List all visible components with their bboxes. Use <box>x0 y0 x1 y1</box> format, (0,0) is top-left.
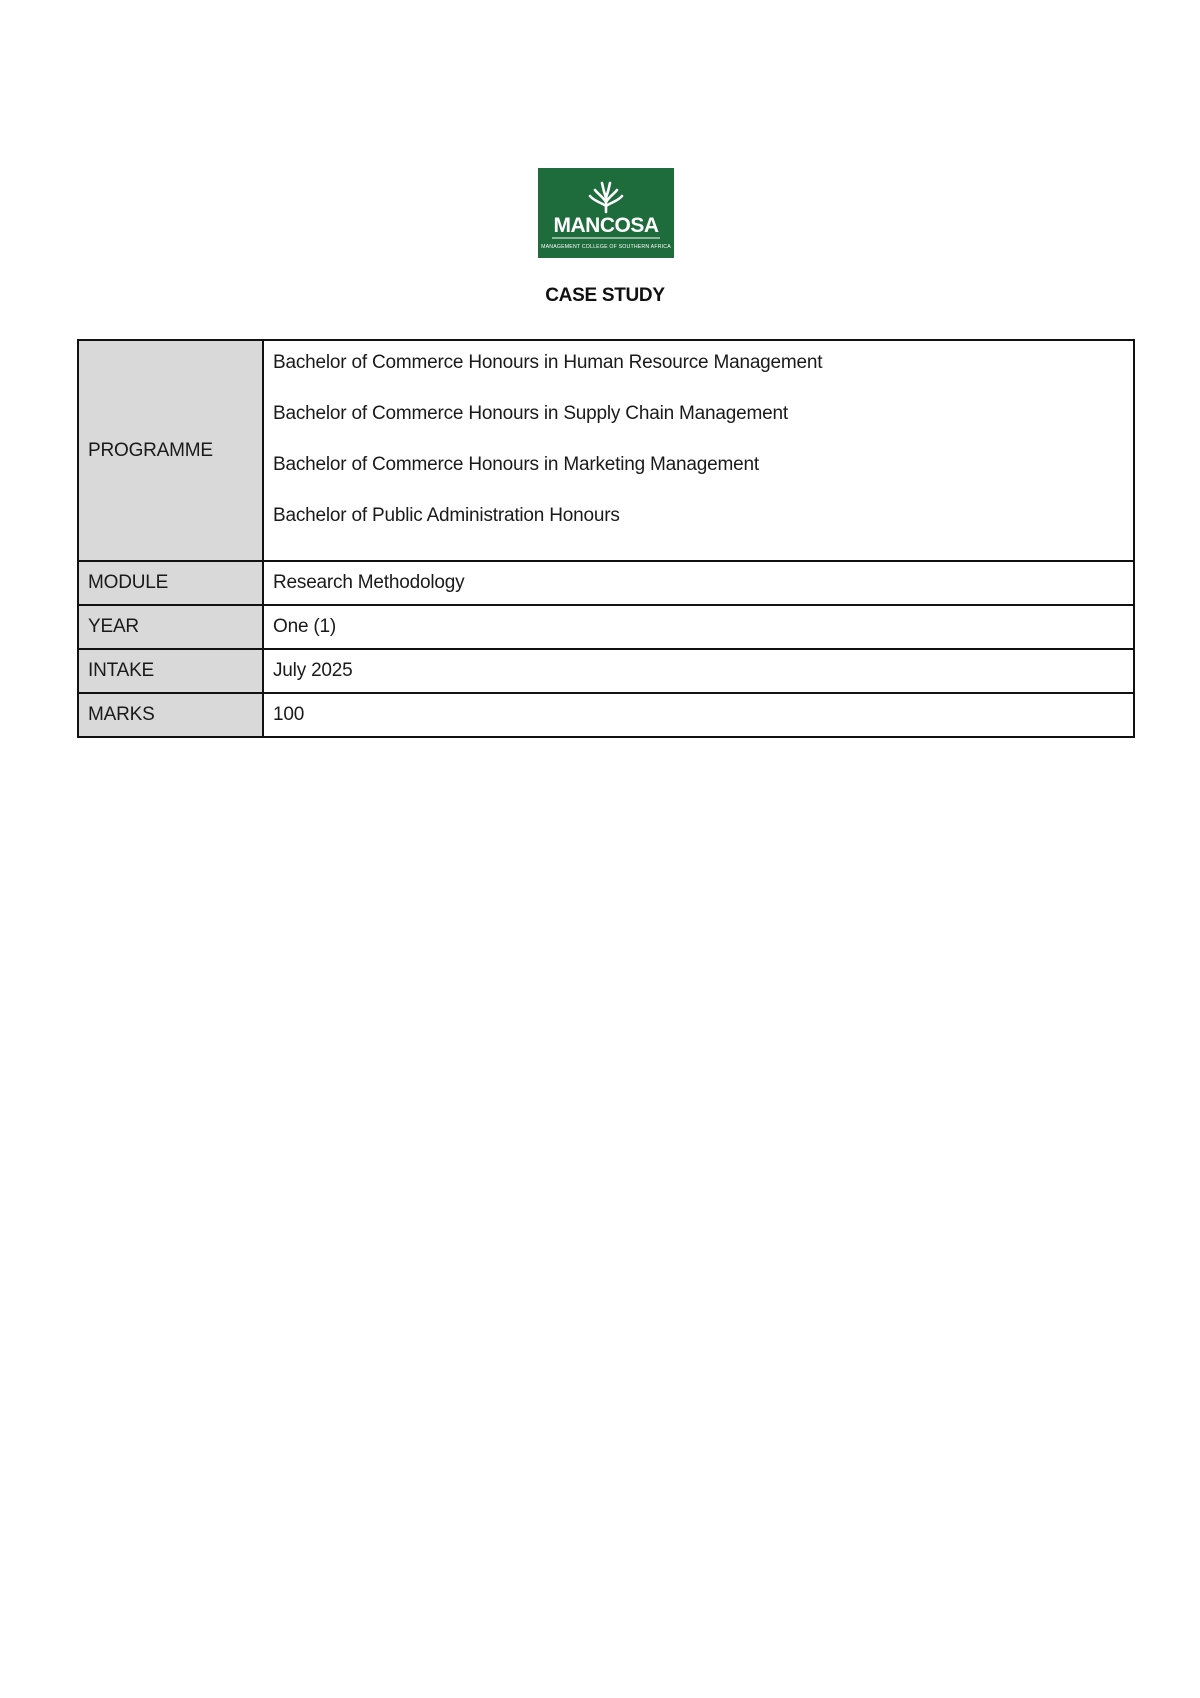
intake-value: July 2025 <box>263 649 1134 693</box>
mancosa-logo <box>538 168 674 258</box>
programme-item: Bachelor of Commerce Honours in Human Resource Management <box>273 352 823 373</box>
page-title: CASE STUDY <box>545 285 665 306</box>
programme-item: Bachelor of Public Administration Honours <box>273 505 620 526</box>
marks-value: 100 <box>263 693 1134 737</box>
table-row <box>78 605 1134 649</box>
svg-text:MANCOSA: MANCOSA <box>553 214 659 237</box>
year-label: YEAR <box>78 605 263 649</box>
year-value: One (1) <box>263 605 1134 649</box>
table-row <box>78 649 1134 693</box>
programme-item: Bachelor of Commerce Honours in Supply Chain Management <box>273 403 788 424</box>
table-row <box>78 340 1134 561</box>
svg-text:MANAGEMENT COLLEGE OF SOUTHERN: MANAGEMENT COLLEGE OF SOUTHERN AFRICA <box>541 244 671 250</box>
table-row <box>78 561 1134 605</box>
case-study-details-table <box>77 339 1135 738</box>
module-value: Research Methodology <box>263 561 1134 605</box>
intake-label: INTAKE <box>78 649 263 693</box>
programme-value <box>263 340 1134 561</box>
table-row <box>78 693 1134 737</box>
marks-label: MARKS <box>78 693 263 737</box>
programme-item: Bachelor of Commerce Honours in Marketing Management <box>273 454 759 475</box>
module-label: MODULE <box>78 561 263 605</box>
programme-list <box>273 351 1133 542</box>
programme-label: PROGRAMME <box>78 340 263 561</box>
